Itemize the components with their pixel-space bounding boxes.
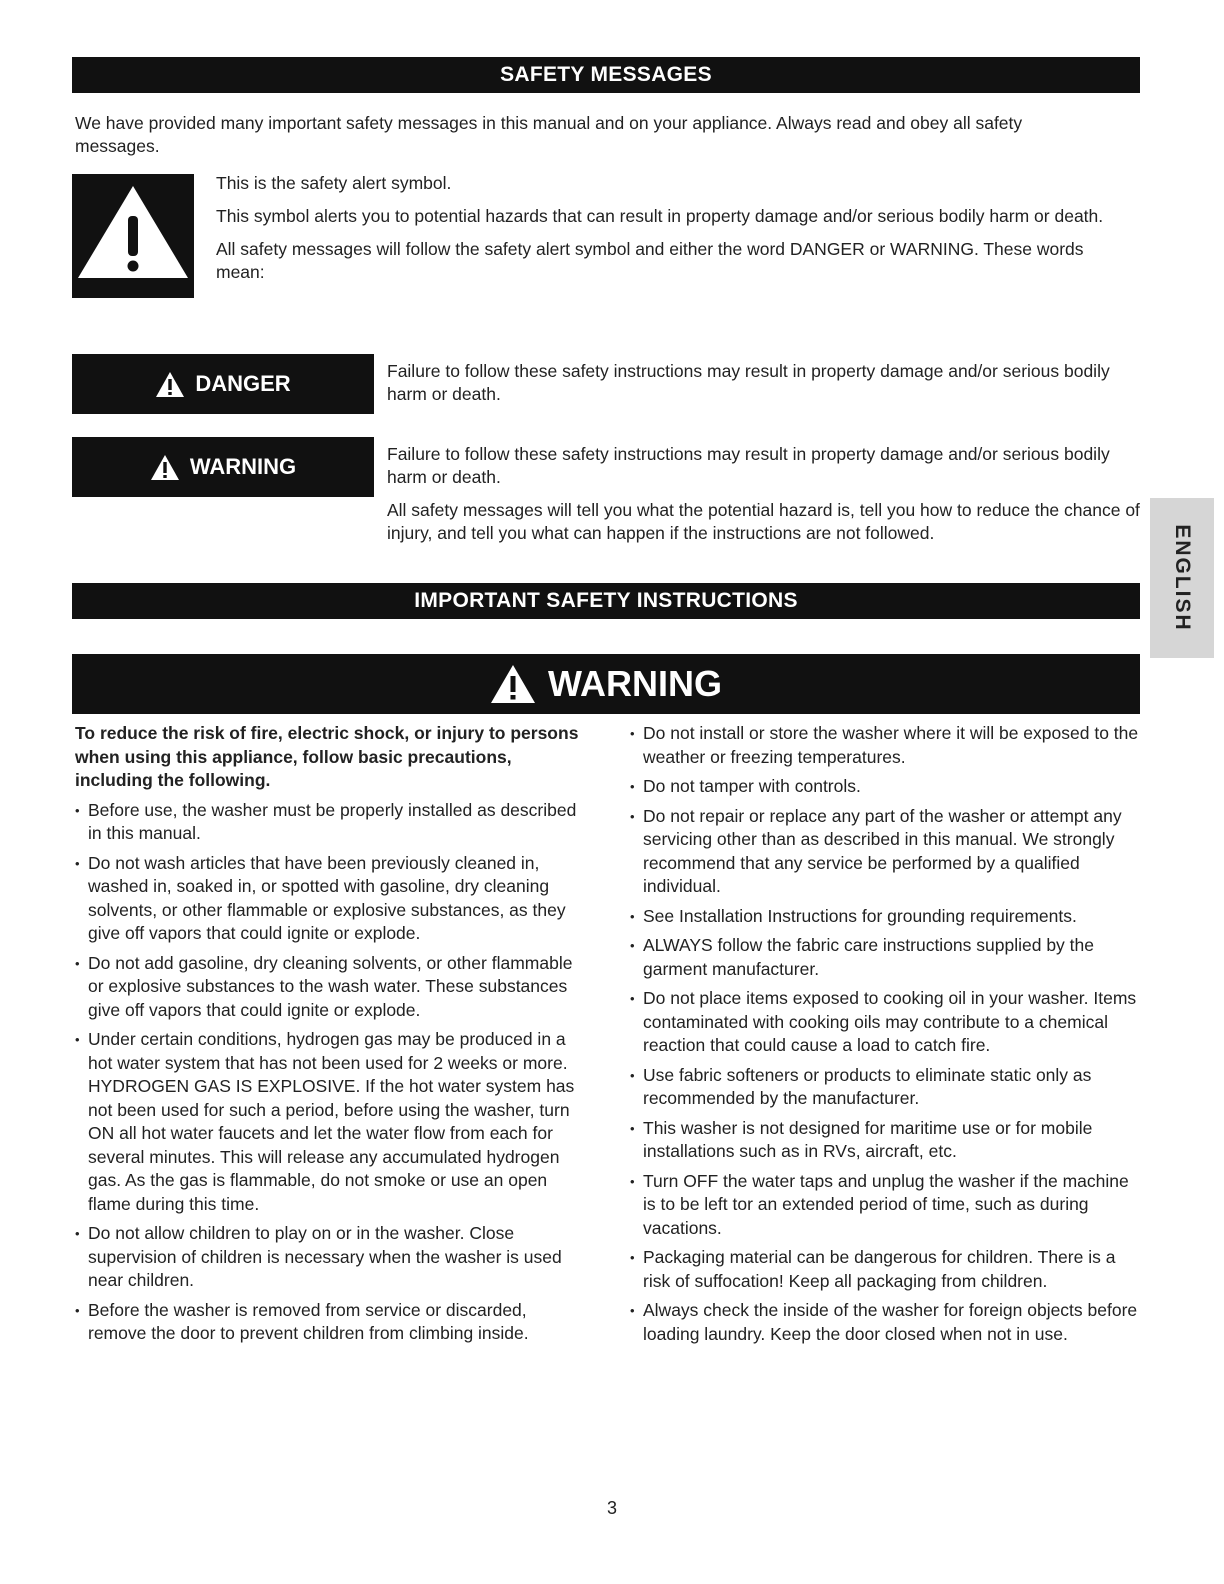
warning-text-block bbox=[387, 443, 1147, 555]
list-item: • Do not repair or replace any part of the washer or attempt any servicing other than as described in this manual. We strongly recommend that any service be performed by a qualified individual. bbox=[630, 805, 1145, 899]
warning-signal-box bbox=[72, 437, 374, 497]
safety-messages-header: SAFETY MESSAGES bbox=[72, 57, 1140, 93]
list-item: • Use fabric softeners or products to eliminate static only as recommended by the manufacturer. bbox=[630, 1064, 1145, 1111]
danger-label: DANGER bbox=[195, 371, 291, 396]
left-column-lead: To reduce the risk of fire, electric shock, or injury to persons when using this appliance, follow basic precautions, including the following. bbox=[75, 723, 579, 790]
alert-p2: This symbol alerts you to potential hazards that can result in property damage and/or serious bodily harm or death. bbox=[216, 206, 1104, 226]
page-number: 3 bbox=[606, 1498, 617, 1518]
safety-alert-symbol bbox=[72, 174, 194, 298]
intro-text: We have provided many important safety messages in this manual and on your appliance. Always read and obey all safety messages. bbox=[75, 113, 1023, 156]
warning-triangle-icon bbox=[155, 371, 185, 398]
list-item: • Turn OFF the water taps and unplug the washer if the machine is to be left tor an extended period of time, such as during vacations. bbox=[630, 1170, 1145, 1241]
alert-p1: This is the safety alert symbol. bbox=[216, 173, 452, 193]
left-instruction-list bbox=[75, 799, 585, 1346]
list-item: • Always check the inside of the washer for foreign objects before loading laundry. Keep the door closed when not in use. bbox=[630, 1299, 1145, 1346]
warning-triangle-icon bbox=[150, 454, 180, 481]
language-tab bbox=[1150, 498, 1214, 658]
list-item: • Do not place items exposed to cooking oil in your washer. Items contaminated with cooking oils may contribute to a chemical reaction that could cause a load to catch fire. bbox=[630, 987, 1145, 1058]
warning-triangle-icon bbox=[490, 664, 536, 704]
big-warning-banner bbox=[72, 654, 1140, 714]
left-column bbox=[75, 722, 585, 1352]
list-item: • Packaging material can be dangerous for children. There is a risk of suffocation! Keep all packaging from children. bbox=[630, 1246, 1145, 1293]
important-safety-header: IMPORTANT SAFETY INSTRUCTIONS bbox=[72, 583, 1140, 619]
list-item: • Do not wash articles that have been previously cleaned in, washed in, soaked in, or spotted with gasoline, dry cleaning solvents, or other flammable or explosive substances, as they give off vapors that could ignite or explode. bbox=[75, 852, 585, 946]
warning-extra-text: All safety messages will tell you what the potential hazard is, tell you how to reduce the chance of injury, and tell you what can happen if the instructions are not followed. bbox=[387, 500, 1140, 543]
right-instruction-list bbox=[630, 722, 1145, 1346]
list-item: • See Installation Instructions for grounding requirements. bbox=[630, 905, 1145, 929]
language-tab-label: ENGLISH bbox=[1171, 524, 1194, 632]
danger-signal-box bbox=[72, 354, 374, 414]
alert-description bbox=[216, 172, 1116, 294]
alert-p3: All safety messages will follow the safety alert symbol and either the word DANGER or WARNING. These words mean: bbox=[216, 239, 1084, 282]
big-warning-label: WARNING bbox=[548, 663, 722, 704]
warning-triangle-icon bbox=[72, 174, 194, 298]
danger-text: Failure to follow these safety instructions may result in property damage and/or serious bodily harm or death. bbox=[387, 361, 1110, 404]
list-item: • Under certain conditions, hydrogen gas may be produced in a hot water system that has not been used for 2 weeks or more. HYDROGEN GAS IS EXPLOSIVE. If the hot water system has not been used for such a period, before using the washer, turn ON all hot water faucets and let the water flow from each for several minutes. This will release any accumulated hydrogen gas. As the gas is flammable, do not smoke or use an open flame during this time. bbox=[75, 1028, 585, 1216]
list-item: • This washer is not designed for maritime use or for mobile installations such as in RVs, aircraft, etc. bbox=[630, 1117, 1145, 1164]
list-item: • Before the washer is removed from service or discarded, remove the door to prevent children from climbing inside. bbox=[75, 1299, 585, 1346]
right-column bbox=[630, 722, 1145, 1352]
list-item: • Do not install or store the washer where it will be exposed to the weather or freezing temperatures. bbox=[630, 722, 1145, 769]
list-item: • Do not add gasoline, dry cleaning solvents, or other flammable or explosive substances to the wash water. These substances give off vapors that could ignite or explode. bbox=[75, 952, 585, 1023]
warning-label: WARNING bbox=[189, 454, 297, 479]
warning-text: Failure to follow these safety instructions may result in property damage and/or serious bodily harm or death. bbox=[387, 444, 1110, 487]
list-item: • ALWAYS follow the fabric care instructions supplied by the garment manufacturer. bbox=[630, 934, 1145, 981]
list-item: • Do not tamper with controls. bbox=[630, 775, 1145, 799]
list-item: • Do not allow children to play on or in the washer. Close supervision of children is necessary when the washer is used near children. bbox=[75, 1222, 585, 1293]
list-item: • Before use, the washer must be properly installed as described in this manual. bbox=[75, 799, 585, 846]
